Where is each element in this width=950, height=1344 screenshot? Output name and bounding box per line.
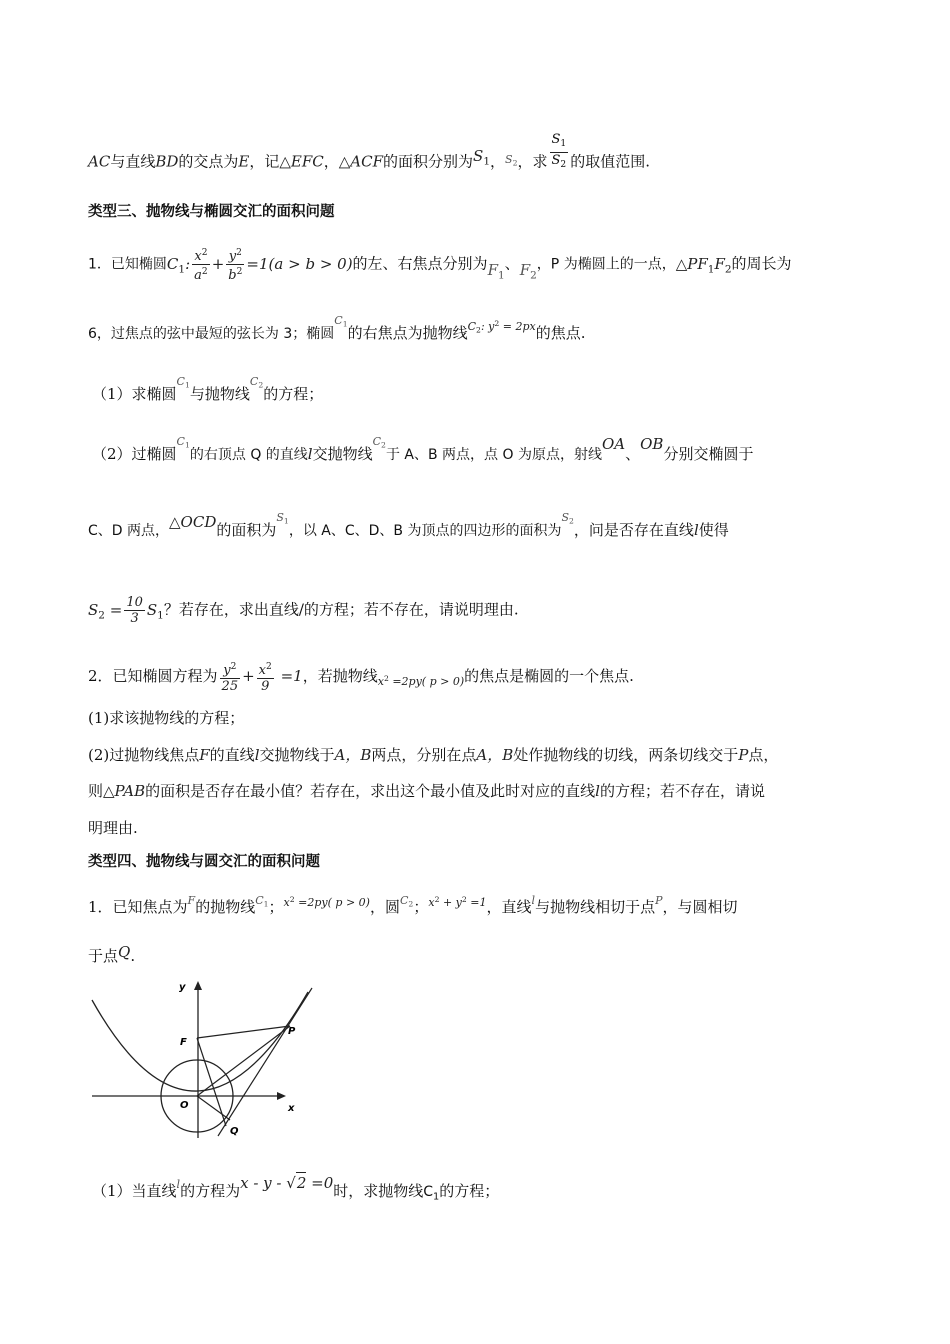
section-heading-3: 类型三、抛物线与椭圆交汇的面积问题: [88, 204, 335, 220]
math-c1: C1: [255, 894, 269, 909]
math-s1: S1: [276, 511, 289, 526]
problem-3-2-part-2-line-2: 则△PAB的面积是否存在最小值？若存在，求出这个最小值及此时对应的直线l的方程；若不存在，请说: [88, 782, 765, 800]
problem-3-2-part-1: (1)求该抛物线的方程；: [88, 709, 245, 727]
question-4-1-part-1: （1）当直线$^l$的方程为x - y - √2 =0时，求抛物线$C_1$的方程；: [92, 1174, 500, 1203]
axis-x-label: x: [288, 1103, 295, 1114]
problem-3-2-line-1: 2．已知椭圆方程为 $\frac{y^2}{25}$ + $\frac{x^2}{9}$ =1，若抛物线$_{x^2 =2py( p > 0)}$的焦点是椭圆的一个焦点.: [88, 662, 634, 694]
parabola-equation-2: x2 =2py( p > 0): [377, 673, 465, 688]
section-heading-4: 类型四、抛物线与圆交汇的面积问题: [88, 854, 320, 870]
point-f-label: F: [180, 1037, 187, 1048]
parabola-c1-equation: x2 =2py( p > 0): [283, 895, 370, 910]
x-axis-arrow-icon: [277, 1092, 286, 1100]
axis-y-label: y: [179, 982, 186, 993]
problem-3-1-line-1: 1．已知椭圆$C_1$: $\frac{x^2}{a^2}$ + $\frac{y^2}{b^2}$ =1(a > b > 0)的左、右焦点分别为$F_1$、$F_2$，P 为椭圆上的一点，$\triangle PF_1F_2$的周长为: [88, 248, 792, 283]
fraction-s1-over-s2: $\frac{S_1}{S_2}$: [551, 132, 567, 171]
math-c1-sans: $C_1$: [423, 1184, 440, 1203]
triangle-pab: △PAB: [103, 782, 146, 800]
math-s2: S2: [505, 152, 518, 168]
problem-4-1-line-2: 于点Q.: [88, 943, 136, 965]
math-c2: C2: [372, 435, 386, 450]
circle-c2-equation: x2 + y2 =1: [428, 895, 487, 910]
math-c2: C2: [400, 894, 414, 909]
problem-3-1-line-2: 6，过焦点的弦中最短的弦长为 3；椭圆$^{C_1}$的右焦点为抛物线$^{C_2: y^2 = 2px}$的焦点.: [88, 314, 586, 343]
math-c2: C2: [249, 375, 264, 390]
question-3-1-part-2-line-3: $S_2$ = $\frac{10}{3}$ $S_1$？若存在，求出直线/的方程；若不存在，请说明理由.: [88, 595, 519, 626]
ray-oa: OA: [601, 435, 626, 453]
point-p-label: P: [288, 1026, 296, 1037]
math-f2: $F_2$: [519, 260, 537, 282]
segment-fq: [197, 1038, 226, 1126]
equation-s2-eq-10-3-s1: $S_2$ = $\frac{10}{3}$ $S_1$: [88, 595, 164, 626]
parabola-circle-figure: [86, 976, 326, 1144]
tangent-line: [218, 988, 312, 1136]
math-bd: BD: [155, 152, 179, 171]
triangle-efc: △EFC: [279, 152, 324, 171]
math-s1: $S_1$: [473, 146, 491, 168]
ray-ob: OB: [640, 435, 664, 453]
triangle-ocd: △OCD: [169, 513, 217, 531]
math-c1: C1: [176, 435, 190, 450]
problem-3-2-part-2-line-3: 明理由.: [88, 819, 138, 837]
problem-line-1: AC与直线BD的交点为E，记△EFC，△ACF的面积分别为$S_1$，$^{S_2}$，求 $\frac{S_1}{S_2}$ 的取值范围.: [88, 142, 868, 183]
problem-3-2-part-2-line-1: (2)过抛物线焦点F的直线l交抛物线于A，B两点，分别在点A，B处作抛物线的切线，两条切线交于P点，: [88, 746, 779, 764]
triangle-acf: △ACF: [338, 152, 384, 171]
point-o-label: O: [180, 1100, 189, 1111]
question-3-1-part-1: （1）求椭圆$^{C_1}$与抛物线$^{C_2}$的方程；: [92, 375, 324, 403]
ellipse-equation-2: $\frac{y^2}{25}$ + $\frac{x^2}{9}$ =1: [221, 662, 303, 694]
parabola-c2-equation: C2: y2 = 2px: [467, 319, 536, 335]
math-f1: $F_1$: [487, 260, 505, 282]
math-c1: C1: [176, 375, 190, 390]
segment-oq: [197, 1096, 230, 1120]
triangle-pf1f2: $\triangle PF_1F_2$: [675, 254, 732, 276]
point-q-label: Q: [230, 1126, 239, 1137]
ellipse-c1-equation: $C_1$: $\frac{x^2}{a^2}$ + $\frac{y^2}{b^2}$ =1(a > b > 0): [166, 248, 353, 283]
problem-4-1-line-1: 1．已知焦点为$^F$的抛物线$^{C_1}$；$^{x^2 =2py( p > 0)}$，圆$^{C_2}$；$^{x^2 + y^2 =1}$，直线$^l$与抛物线相切于点$^P$，与圆相切: [88, 894, 738, 917]
math-c1: C1: [334, 314, 348, 329]
y-axis-arrow-icon: [194, 981, 202, 990]
math-s2: S2: [561, 511, 574, 526]
question-3-1-part-2-line-2: C、D 两点，△OCD的面积为$^{S_1}$，以 A、C、D、B 为顶点的四边形的面积为$^{S_2}$，问是否存在直线l使得: [88, 511, 729, 539]
question-3-1-part-2-line-1: （2）过椭圆$^{C_1}$的右顶点 Q 的直线l交抛物线$^{C_2}$于 A、B 两点，点 O 为原点，射线OA、OB分别交椭圆于: [92, 435, 754, 463]
parabola-curve: [92, 992, 308, 1091]
line-l-equation: x - y - √2 =0: [240, 1174, 334, 1192]
math-ac: AC: [88, 152, 111, 171]
